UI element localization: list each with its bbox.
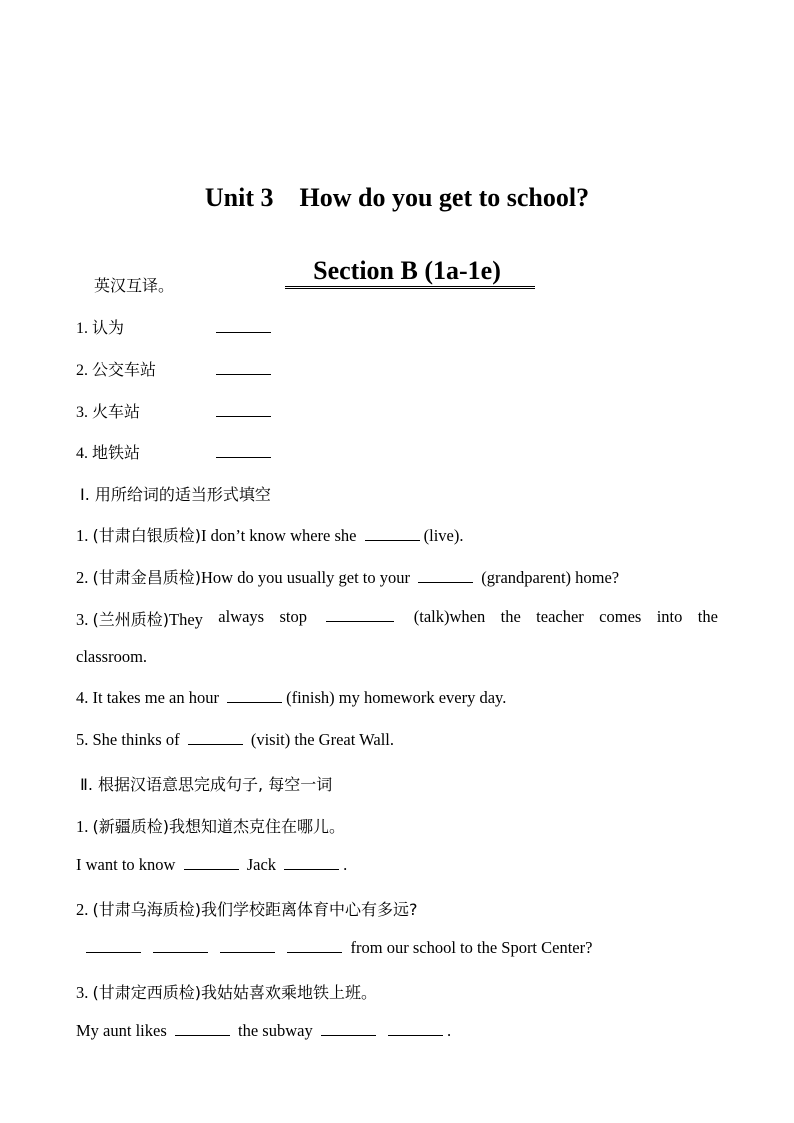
section-title: Section B (1a-1e) [285,256,535,289]
answer-blank[interactable] [418,568,473,583]
vocab-answer-blank-1[interactable] [216,318,271,333]
unit-title: Unit 3 How do you get to school? [204,183,590,212]
question-hint: (live). [423,526,464,545]
part1-heading: Ⅰ. 用所给词的适当形式填空 [80,485,271,504]
part2-question-1-answer [76,855,347,875]
question-word: the [500,607,521,626]
question-word: teacher [536,607,584,626]
vocab-item-num: 2. [76,362,88,379]
question-text: the subway [238,1021,313,1040]
vocab-item-num: 4. [76,445,88,462]
question-source: (兰州质检) [92,610,169,629]
answer-blank[interactable] [321,1021,376,1036]
part2-question-2-prompt [76,897,418,920]
answer-blank[interactable] [287,938,342,953]
question-num: 2. [76,900,89,919]
question-word: They [169,610,203,629]
question-num: 2. [76,568,89,587]
vocab-item-4 [76,440,140,463]
question-text: My aunt likes [76,1021,167,1040]
question-word: into [656,607,683,626]
vocab-item-text: 认为 [92,318,125,337]
part2-question-3-prompt [76,980,377,1003]
question-text: It takes me an hour [92,688,219,707]
question-num: 1. [76,817,89,836]
question-source: (甘肃定西质检) [92,983,201,1002]
question-text: from our school to the Sport Center? [350,938,593,957]
part2-heading: Ⅱ. 根据汉语意思完成句子, 每空一词 [80,775,333,794]
question-punct: . [343,855,348,874]
question-num: 3. [76,610,89,629]
part1-question-1 [76,523,463,546]
question-source: (新疆质检) [92,817,169,836]
answer-blank[interactable] [188,730,243,745]
answer-blank[interactable] [365,526,420,541]
vocab-item-num: 3. [76,404,88,421]
question-text: How do you usually get to your [201,568,410,587]
question-hint: (grandparent) home? [481,568,620,587]
question-word: stop [279,607,307,626]
question-word: always [218,607,265,626]
part2-question-1-prompt [76,814,345,837]
question-word: comes [599,607,642,626]
answer-blank[interactable] [284,855,339,870]
question-source: (甘肃乌海质检) [92,900,201,919]
part1-question-5 [76,730,394,750]
question-source: (甘肃白银质检) [92,526,201,545]
question-num: 5. [76,730,89,749]
vocab-heading: 英汉互译。 [94,276,175,295]
question-num: 1. [76,526,89,545]
answer-blank[interactable] [220,938,275,953]
question-hint: (finish) my homework every day. [286,688,507,707]
vocab-item-num: 1. [76,320,88,337]
vocab-item-text: 公交车站 [92,360,157,379]
part1-question-2 [76,565,619,588]
vocab-answer-blank-4[interactable] [216,443,271,458]
answer-blank[interactable] [175,1021,230,1036]
vocab-answer-blank-2[interactable] [216,360,271,375]
question-text: Jack [246,855,277,874]
question-punct: . [446,1021,452,1040]
question-text: I don’t know where she [201,526,357,545]
vocab-item-text: 火车站 [92,402,141,421]
answer-blank[interactable] [388,1021,443,1036]
vocab-item-3 [76,399,140,422]
question-num: 4. [76,688,89,707]
question-text: She thinks of [92,730,180,749]
part1-question-3 [76,607,718,630]
answer-blank[interactable] [227,688,282,703]
question-text: I want to know [76,855,176,874]
vocab-answer-blank-3[interactable] [216,402,271,417]
answer-blank[interactable] [86,938,141,953]
vocab-item-2 [76,357,156,380]
question-num: 3. [76,983,89,1002]
part1-question-4 [76,688,506,708]
part1-question-3-cont: classroom. [76,647,148,666]
answer-blank[interactable] [184,855,239,870]
part2-question-3-answer [76,1021,451,1041]
answer-blank[interactable] [153,938,208,953]
vocab-item-text: 地铁站 [92,443,141,462]
question-hint: (talk)when [413,607,486,626]
question-chinese: 我们学校距离体育中心有多远? [201,900,418,919]
question-chinese: 我姑姑喜欢乘地铁上班。 [201,983,378,1002]
question-hint: (visit) the Great Wall. [250,730,395,749]
part2-question-2-answer [82,938,592,958]
question-source: (甘肃金昌质检) [92,568,201,587]
vocab-item-1 [76,315,124,338]
question-chinese: 我想知道杰克住在哪儿。 [169,817,346,836]
question-word: the [697,607,718,626]
answer-blank[interactable] [326,607,394,622]
